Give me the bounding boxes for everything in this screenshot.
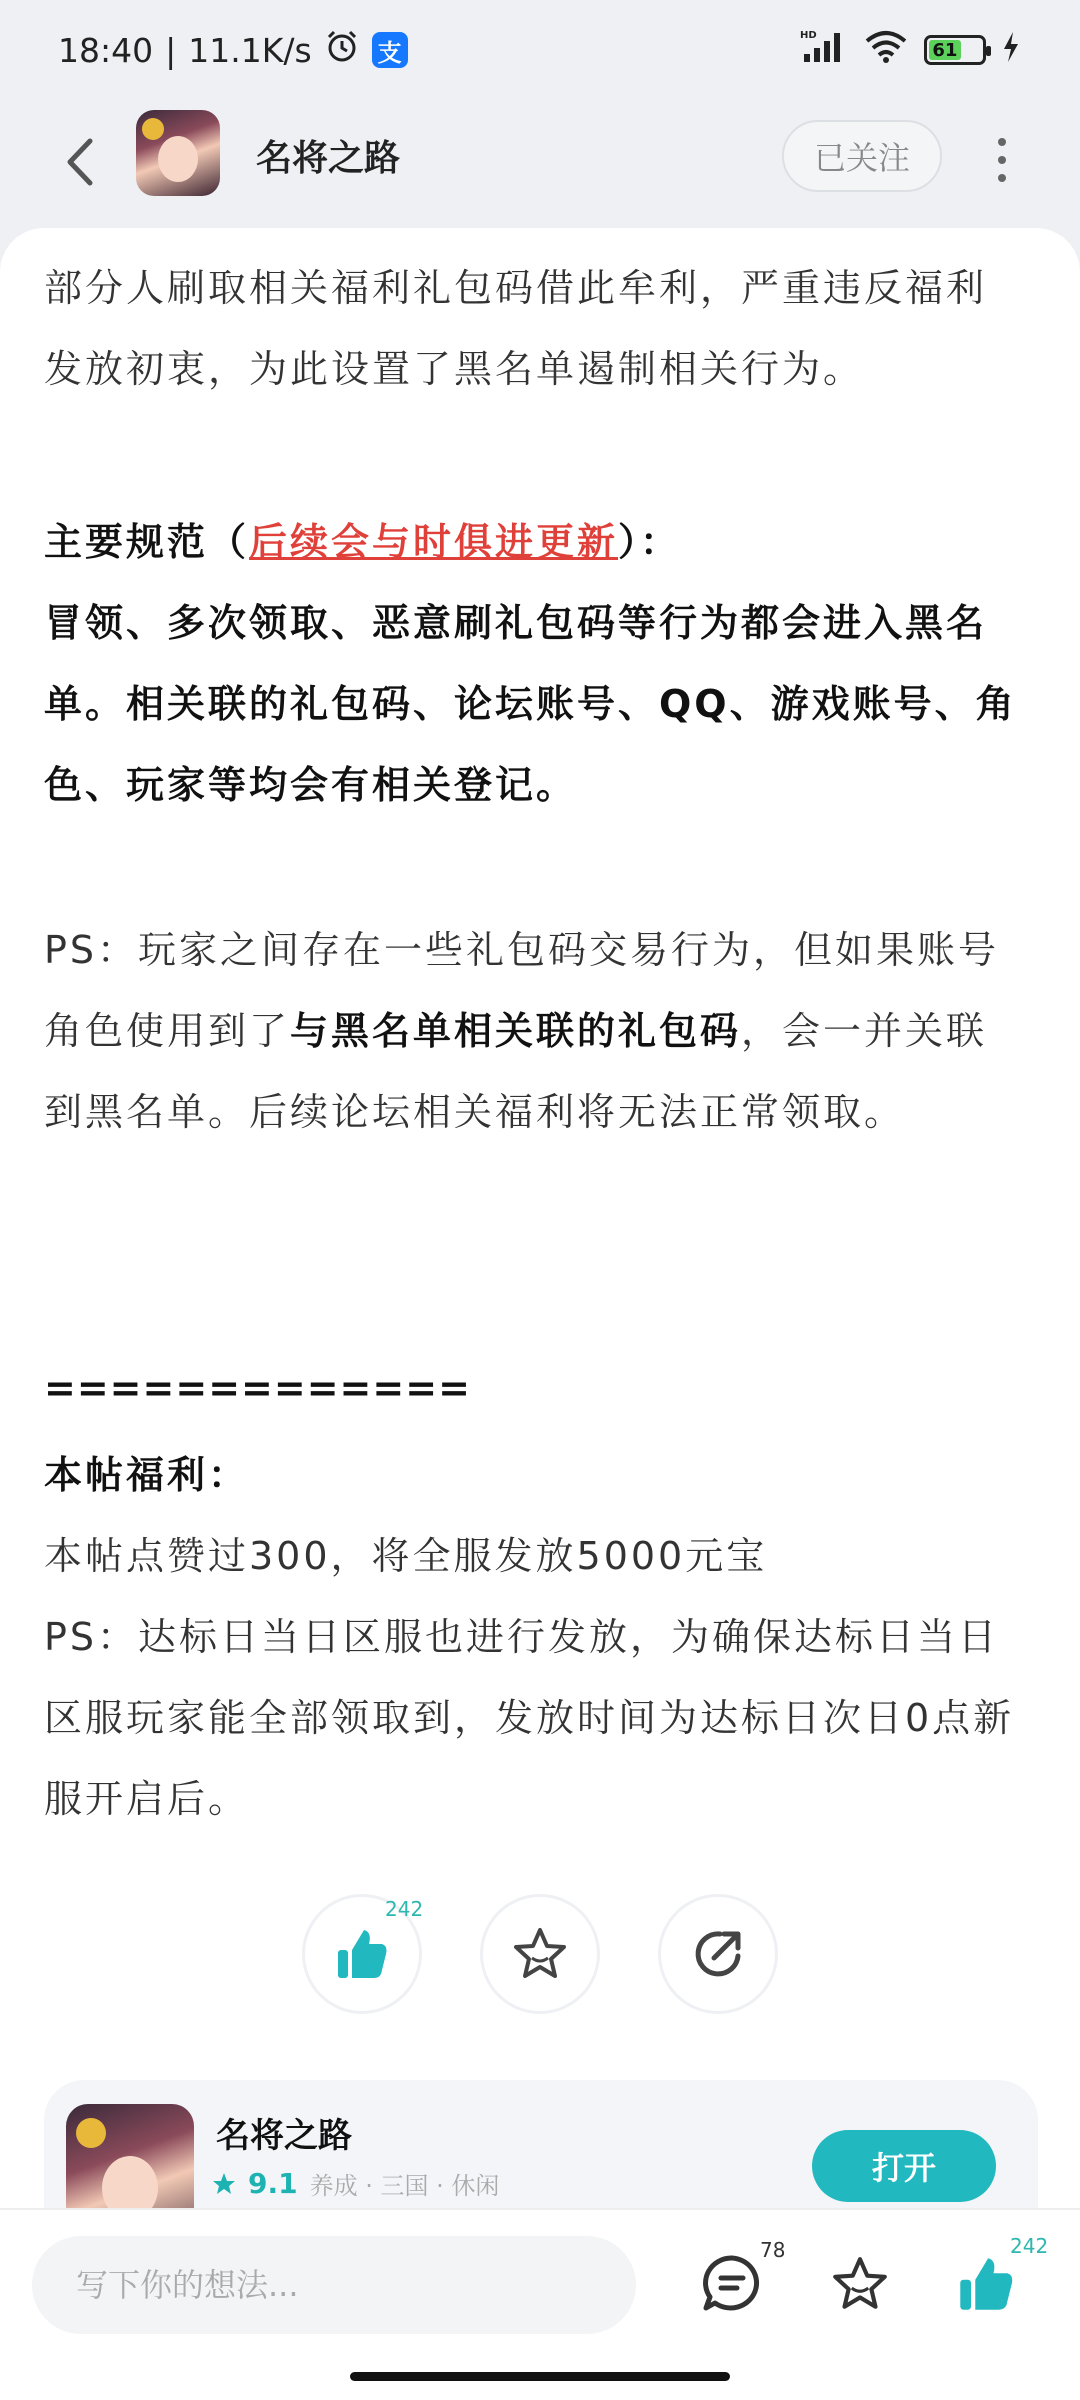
- game-tags: 养成 · 三国 · 休闲: [309, 2172, 500, 2200]
- intro-paragraph: 部分人刷取相关福利礼包码借此牟利，严重违反福利 发放初衷，为此设置了黑名单遏制相关行为。: [44, 266, 988, 391]
- game-name: 名将之路: [216, 2116, 352, 2156]
- thumbs-up-icon: [334, 1926, 390, 1982]
- follow-button[interactable]: 已关注: [782, 120, 942, 192]
- back-arrow-icon: [60, 137, 100, 187]
- benefit-text: 本帖点赞过300，将全服发放5000元宝: [44, 1534, 768, 1578]
- post-content: [0, 228, 1080, 2400]
- star-icon: [510, 1924, 570, 1984]
- charging-icon: [1002, 31, 1020, 70]
- cellular-signal-icon: [800, 28, 848, 72]
- benefit-section: 本帖福利： 本帖点赞过300，将全服发放5000元宝 PS：达标日当日区服也进行发放，为确保达标日当日 区服玩家能全部领取到，发放时间为达标日次日0点新 服开启后。: [44, 1435, 1044, 1840]
- like-count: 242: [385, 1897, 424, 1921]
- alipay-icon: 支: [372, 32, 408, 68]
- update-link[interactable]: 后续会与时俱进更新: [249, 520, 619, 564]
- divider-text: =============: [44, 1366, 471, 1410]
- star-icon: [829, 2253, 891, 2315]
- share-icon: [690, 1926, 746, 1982]
- game-rating: 9.1: [248, 2167, 298, 2200]
- like-bar-count: 242: [1010, 2234, 1049, 2258]
- status-separator: |: [165, 30, 177, 70]
- back-button[interactable]: [50, 132, 110, 192]
- page-title: 名将之路: [256, 138, 401, 179]
- ps-paragraph-1: PS：玩家之间存在一些礼包码交易行为，但如果账号 角色使用到了与黑名单相关联的礼包码，会一并关联 到黑名单。后续论坛相关福利将无法正常领取。: [44, 928, 1000, 1134]
- comment-icon: [701, 2253, 763, 2315]
- app-avatar[interactable]: [136, 110, 220, 196]
- comment-count: 78: [760, 2238, 786, 2262]
- favorite-button[interactable]: [480, 1894, 600, 2014]
- benefit-title: 本帖福利：: [44, 1453, 250, 1497]
- thumbs-up-icon: [956, 2254, 1016, 2314]
- status-time: 18:40: [58, 30, 154, 70]
- game-meta: [212, 2166, 499, 2201]
- battery-icon: [924, 35, 986, 65]
- svg-text:HD: HD: [800, 30, 817, 41]
- header: [0, 100, 1080, 230]
- battery-level: 61: [929, 40, 961, 60]
- status-bar: [0, 0, 1080, 100]
- status-speed: 11.1K/s: [188, 30, 312, 70]
- favorite-bar-button[interactable]: [824, 2248, 896, 2320]
- home-indicator[interactable]: [350, 2372, 730, 2381]
- rules-title: 主要规范（后续会与时俱进更新）：: [44, 520, 682, 564]
- wifi-icon: [864, 29, 908, 71]
- rating-star-icon: [212, 2172, 236, 2196]
- rules-section: 主要规范（后续会与时俱进更新）： 冒领、多次领取、恶意刷礼包码等行为都会进入黑名 单。相关联的礼包码、论坛账号、QQ、游戏账号、角 色、玩家等均会有相关登记。: [44, 502, 1044, 826]
- alarm-icon: [324, 28, 360, 72]
- comment-button[interactable]: [696, 2238, 786, 2320]
- share-button[interactable]: [658, 1894, 778, 2014]
- open-game-button[interactable]: 打开: [812, 2130, 996, 2202]
- like-bar-button[interactable]: [950, 2234, 1049, 2320]
- more-options-button[interactable]: [984, 130, 1020, 190]
- comment-input[interactable]: [32, 2236, 636, 2334]
- like-button[interactable]: [302, 1894, 422, 2014]
